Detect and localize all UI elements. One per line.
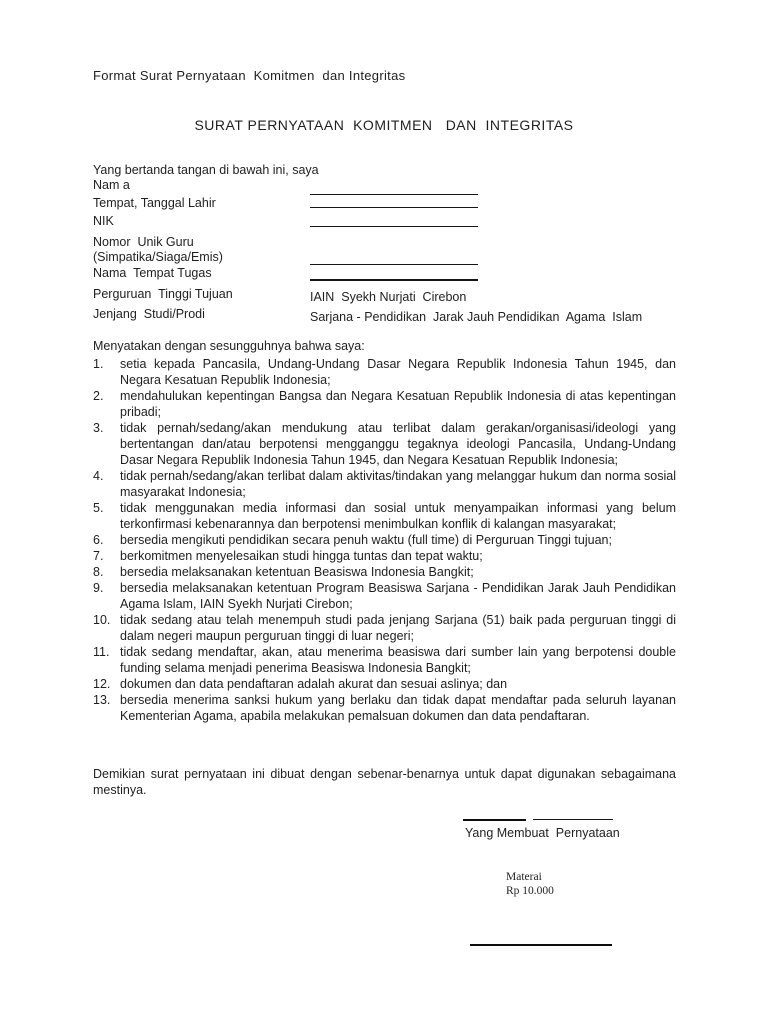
statement-item: bersedia mengikuti pendidikan secara penuh waktu (full time) di Perguruan Tinggi tujuan; bbox=[120, 533, 612, 547]
field-blank-line-nik bbox=[310, 226, 478, 227]
statement-item: tidak menggunakan media informasi dan sosial untuk menyampaikan informasi yang belum terkonfirmasi kebenarannya dan berpotensi menimbulkan konflik di kalangan masyarakat; bbox=[120, 501, 676, 531]
statement-item: tidak pernah/sedang/akan terlibat dalam aktivitas/tindakan yang melanggar hukum dan norma sosial masyarakat Indonesia; bbox=[120, 469, 676, 499]
field-label-nomor-unik-guru-2: (Simpatika/Siaga/Emis) bbox=[93, 250, 223, 264]
statement-item: setia kepada Pancasila, Undang-Undang Dasar Negara Republik Indonesia Tahun 1945, dan Negara Kesatuan Republik Indonesia; bbox=[120, 357, 676, 387]
field-label-nama-tempat-tugas: Nama Tempat Tugas bbox=[93, 266, 212, 280]
bottom-signature-line bbox=[470, 944, 612, 946]
statement-item: berkomitmen menyelesaikan studi hingga tuntas dan tepat waktu; bbox=[120, 549, 483, 563]
field-blank-line-nama bbox=[310, 194, 478, 195]
statement-item: tidak sedang mendaftar, akan, atau menerima beasiswa dari sumber lain yang berpotensi double funding selama menjadi penerima Beasiswa Indonesia Bangkit; bbox=[120, 645, 676, 675]
field-value-jenjang-studi: Sarjana - Pendidikan Jarak Jauh Pendidikan Agama Islam bbox=[310, 310, 643, 324]
field-label-nama: Nam a bbox=[93, 178, 130, 192]
statement-item: tidak sedang atau telah menempuh studi pada jenjang Sarjana (51) baik pada perguruan tinggi di dalam negeri maupun perguruan tinggi di luar negeri; bbox=[120, 613, 676, 643]
field-value-perguruan-tinggi: IAIN Syekh Nurjati Cirebon bbox=[310, 290, 467, 304]
materai-amount: Rp 10.000 bbox=[506, 884, 554, 897]
header-note: Format Surat Pernyataan Komitmen dan Integritas bbox=[93, 68, 406, 83]
field-label-jenjang-studi: Jenjang Studi/Prodi bbox=[93, 307, 205, 321]
field-blank-line-tempat-tanggal-lahir bbox=[310, 207, 478, 208]
field-label-perguruan-tinggi: Perguruan Tinggi Tujuan bbox=[93, 287, 233, 301]
intro-line: Yang bertanda tangan di bawah ini, saya bbox=[93, 163, 319, 177]
statement-item: bersedia melaksanakan ketentuan Beasiswa Indonesia Bangkit; bbox=[120, 565, 474, 579]
materai-note bbox=[506, 871, 554, 898]
statement-item: bersedia melaksanakan ketentuan Program Beasiswa Sarjana - Pendidikan Jarak Jauh Pendidikan Agama Islam, IAIN Syekh Nurjati Cirebon; bbox=[120, 581, 676, 611]
statements-list bbox=[93, 356, 676, 724]
page-title: SURAT PERNYATAAN KOMITMEN DAN INTEGRITAS bbox=[194, 117, 574, 133]
field-label-nomor-unik-guru: Nomor Unik Guru bbox=[93, 235, 194, 249]
statement-item: tidak pernah/sedang/akan mendukung atau terlibat dalam gerakan/organisasi/ideologi yang bertentangan dan/atau berpotensi mengganggu tegaknya ideologi Pancasila, Undang-Undang Dasar Negara Republik Indonesia Tahun 1945, dan Negara Kesatuan Republik Indonesia; bbox=[120, 421, 676, 467]
statement-item: mendahulukan kepentingan Bangsa dan Negara Kesatuan Republik Indonesia di atas kepentingan pribadi; bbox=[120, 389, 676, 419]
statement-lead: Menyatakan dengan sesungguhnya bahwa saya: bbox=[93, 339, 365, 353]
field-blank-line-nama-tempat-tugas bbox=[310, 279, 478, 281]
field-label-tempat-tanggal-lahir: Tempat, Tanggal Lahir bbox=[93, 196, 216, 210]
field-blank-line-nomor-unik-guru bbox=[310, 264, 478, 265]
statement-item: dokumen dan data pendaftaran adalah akurat dan sesuai aslinya; dan bbox=[120, 677, 508, 691]
materai-label: Materai bbox=[506, 871, 542, 883]
statement-item: bersedia menerima sanksi hukum yang berlaku dan tidak dapat mendaftar pada seluruh layanan Kementerian Agama, apabila melakukan pemalsuan dokumen dan data pendaftaran. bbox=[120, 693, 676, 723]
signature-caption: Yang Membuat Pernyataan bbox=[465, 826, 620, 840]
signature-line-left bbox=[463, 819, 526, 821]
field-label-nik: NIK bbox=[93, 214, 114, 228]
closing-paragraph: Demikian surat pernyataan ini dibuat dengan sebenar-benarnya untuk dapat digunakan sebagaimana mestinya. bbox=[93, 767, 676, 797]
signature-line-right bbox=[533, 819, 613, 820]
